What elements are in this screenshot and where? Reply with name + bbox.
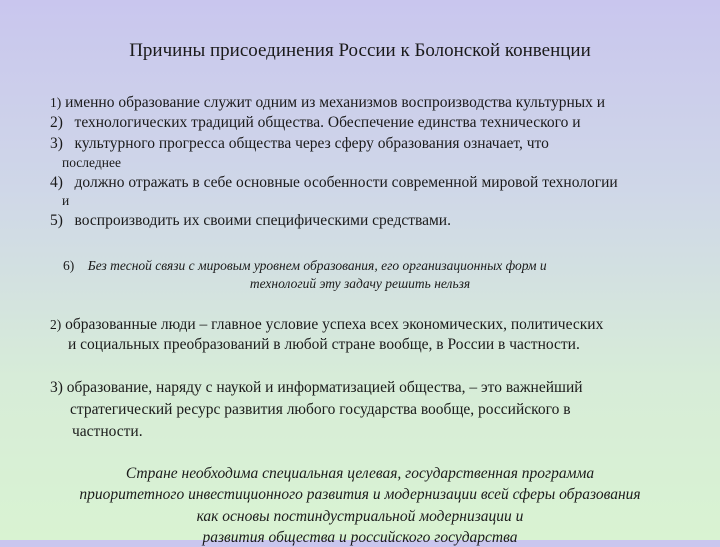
list-text: технологических традиций общества. Обеспечение единства технического и — [74, 114, 581, 131]
list-number: 2) — [50, 114, 63, 131]
list-continuation: и — [62, 193, 70, 208]
list-number: 1) — [50, 95, 62, 110]
list-number: 6) — [63, 258, 75, 273]
list-number: 5) — [50, 212, 63, 229]
list-text-continuation: технологий эту задачу решить нельзя — [249, 276, 471, 291]
list-item — [50, 114, 581, 132]
list-item — [50, 174, 618, 192]
conclusion-text: Стране необходима специальная целевая, государственная программа — [125, 465, 595, 482]
paragraph-text: стратегический ресурс развития любого государства вообще, российского в — [70, 401, 571, 418]
list-text: должно отражать в себе основные особенности современной мировой технологии — [74, 174, 618, 191]
list-item — [50, 135, 549, 153]
list-number: 4) — [50, 174, 63, 191]
slide-title: Причины присоединения России к Болонской конвенции — [129, 40, 591, 61]
numbered-paragraph — [50, 379, 583, 397]
conclusion-text: развития общества и российского государства — [202, 529, 518, 546]
list-text: Без тесной связи с мировым уровнем образования, его организационных форм и — [87, 258, 547, 273]
paragraph-text: и социальных преобразований в любой стране вообще, в России в частности. — [68, 336, 580, 353]
list-item — [50, 212, 451, 230]
list-text: воспроизводить их своими специфическими средствами. — [74, 212, 451, 229]
paragraph-text: частности. — [72, 423, 143, 440]
conclusion-text: как основы постиндустриальной модернизации и — [196, 508, 524, 525]
paragraph-text: образование, наряду с наукой и информатизацией общества, – это важнейший — [66, 379, 583, 396]
paragraph-text: образованные люди – главное условие успеха всех экономических, политических — [65, 316, 604, 333]
paragraph-number: 3) — [50, 379, 63, 396]
numbered-paragraph — [50, 316, 603, 334]
list-text: культурного прогресса общества через сферу образования означает, что — [74, 135, 549, 152]
list-item — [63, 258, 547, 274]
list-continuation: последнее — [62, 155, 121, 170]
paragraph-number: 2) — [50, 317, 62, 332]
list-text: именно образование служит одним из механизмов воспроизводства культурных и — [65, 94, 606, 111]
list-item — [50, 94, 605, 112]
conclusion-text: приоритетного инвестиционного развития и модернизации всей сферы образования — [79, 486, 641, 503]
list-number: 3) — [50, 135, 63, 152]
